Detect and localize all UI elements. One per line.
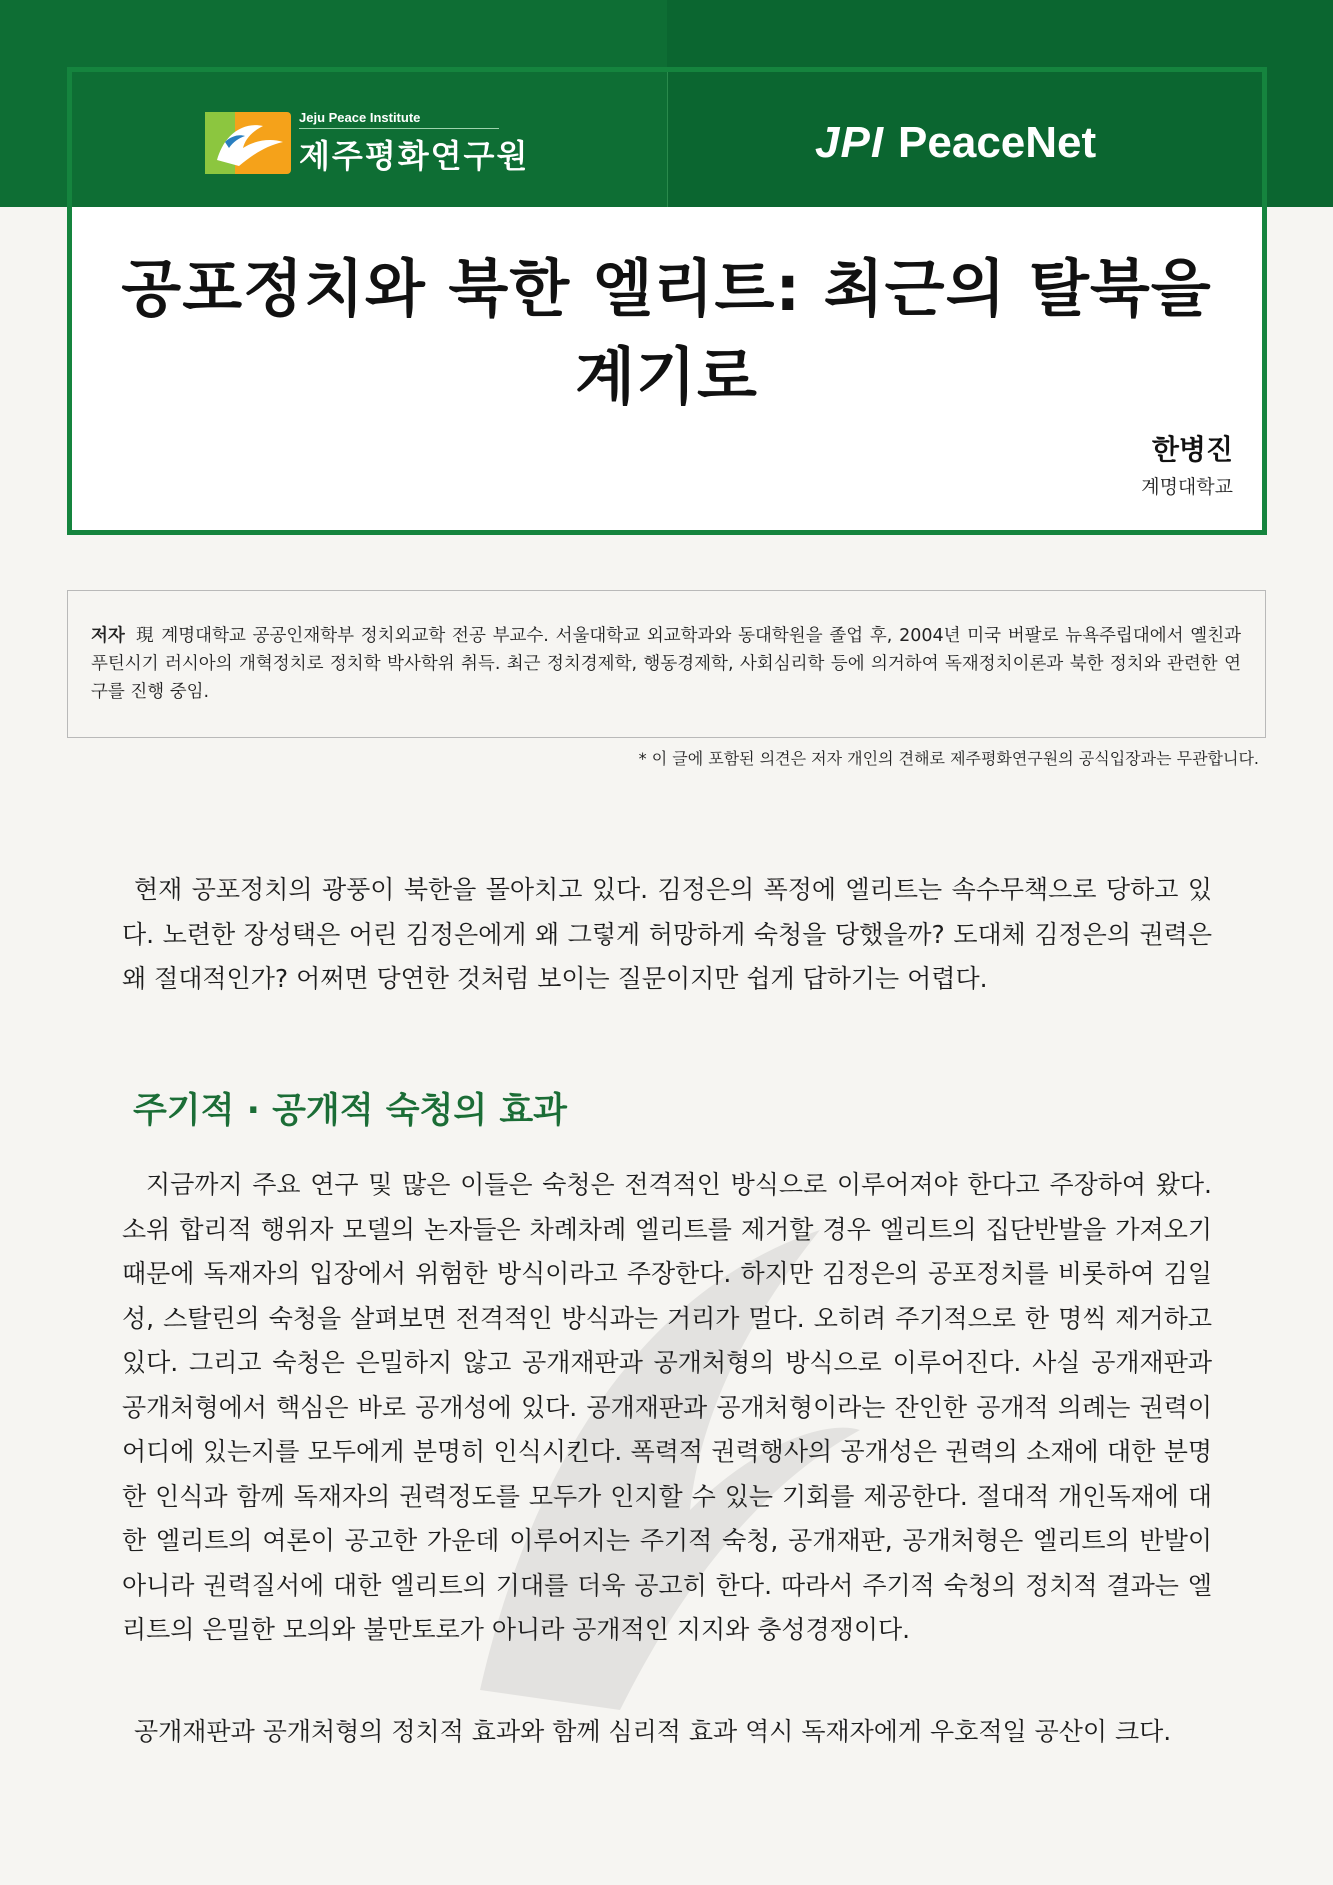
bio-text: 現 계명대학교 공공인재학부 정치외교학 전공 부교수. 서울대학교 외교학과와 동대학원을 졸업 후, 2004년 미국 버팔로 뉴욕주립대에서 옐친과 푸틴시기 러시아의 개혁정치로 정치학 박사학위 취득. 최근 정치경제학, 행동경제학, 사회심리학 등에 의거하여 독재정치이론과 북한 정치와 관련한 연구를 진행 중임.	[91, 626, 1241, 702]
institute-name-ko: 제주평화연구원	[299, 136, 530, 175]
peacenet-logo	[815, 118, 1096, 168]
jpi-mark: JPI	[815, 118, 885, 167]
dove-logo-icon	[205, 112, 291, 174]
header-divider	[667, 72, 668, 207]
title-line-2: 계기로	[575, 340, 758, 413]
section-heading: 주기적 · 공개적 숙청의 효과	[133, 1091, 567, 1131]
disclaimer: * 이 글에 포함된 의견은 저자 개인의 견해로 제주평화연구원의 공식입장과는 무관합니다.	[638, 749, 1259, 768]
jeju-peace-institute-logo	[205, 108, 529, 178]
author-affiliation: 계명대학교	[1141, 476, 1233, 498]
author-bio	[91, 622, 1241, 706]
body-paragraph-1: 지금까지 주요 연구 및 많은 이들은 숙청은 전격적인 방식으로 이루어져야 한다고 주장하여 왔다. 소위 합리적 행위자 모델의 논자들은 차례차례 엘리트를 제거할 경우 엘리트의 집단반발을 가져오기 때문에 독재자의 입장에서 위험한 방식이라고 주장한다. 하지만 김정은의 공포정치를 비롯하여 김일성, 스탈린의 숙청을 살펴보면 전격적인 방식과는 거리가 멀다. 오히려 주기적으로 한 명씩 제거하고 있다. 그리고 숙청은 은밀하지 않고 공개재판과 공개처형의 방식으로 이루어진다. 사실 공개재판과 공개처형에서 핵심은 바로 공개성에 있다. 공개재판과 공개처형이라는 잔인한 공개적 의례는 권력이 어디에 있는지를 모두에게 분명히 인식시킨다. 폭력적 권력행사의 공개성은 권력의 소재에 대한 분명한 인식과 함께 독재자의 권력정도를 모두가 인지할 수 있는 기회를 제공한다. 절대적 개인독재에 대한 엘리트의 여론이 공고한 가운데 이루어지는 주기적 숙청, 공개재판, 공개처형은 엘리트의 반발이 아니라 권력질서에 대한 엘리트의 기대를 더욱 공고히 한다. 따라서 주기적 숙청의 정치적 결과는 엘리트의 은밀한 모의와 불만토로가 아니라 공개적인 지지와 충성경쟁이다.	[122, 1170, 1212, 1644]
author-name: 한병진	[1151, 433, 1233, 466]
body-paragraph-2: 공개재판과 공개처형의 정치적 효과와 함께 심리적 효과 역시 독재자에게 우호적일 공산이 크다.	[134, 1717, 1172, 1746]
intro-paragraph: 현재 공포정치의 광풍이 북한을 몰아치고 있다. 김정은의 폭정에 엘리트는 속수무책으로 당하고 있다. 노련한 장성택은 어린 김정은에게 왜 그렇게 허망하게 숙청을 당했을까? 도대체 김정은의 권력은 왜 절대적인가? 어쩌면 당연한 것처럼 보이는 질문이지만 쉽게 답하기는 어렵다.	[122, 875, 1212, 993]
article-title	[100, 245, 1233, 421]
bio-label: 저자	[91, 626, 125, 646]
title-line-1: 공포정치와 북한 엘리트: 최근의 탈북을	[121, 252, 1212, 325]
institute-name-en: Jeju Peace Institute	[299, 110, 499, 129]
peacenet-wordmark: PeaceNet	[898, 118, 1097, 167]
